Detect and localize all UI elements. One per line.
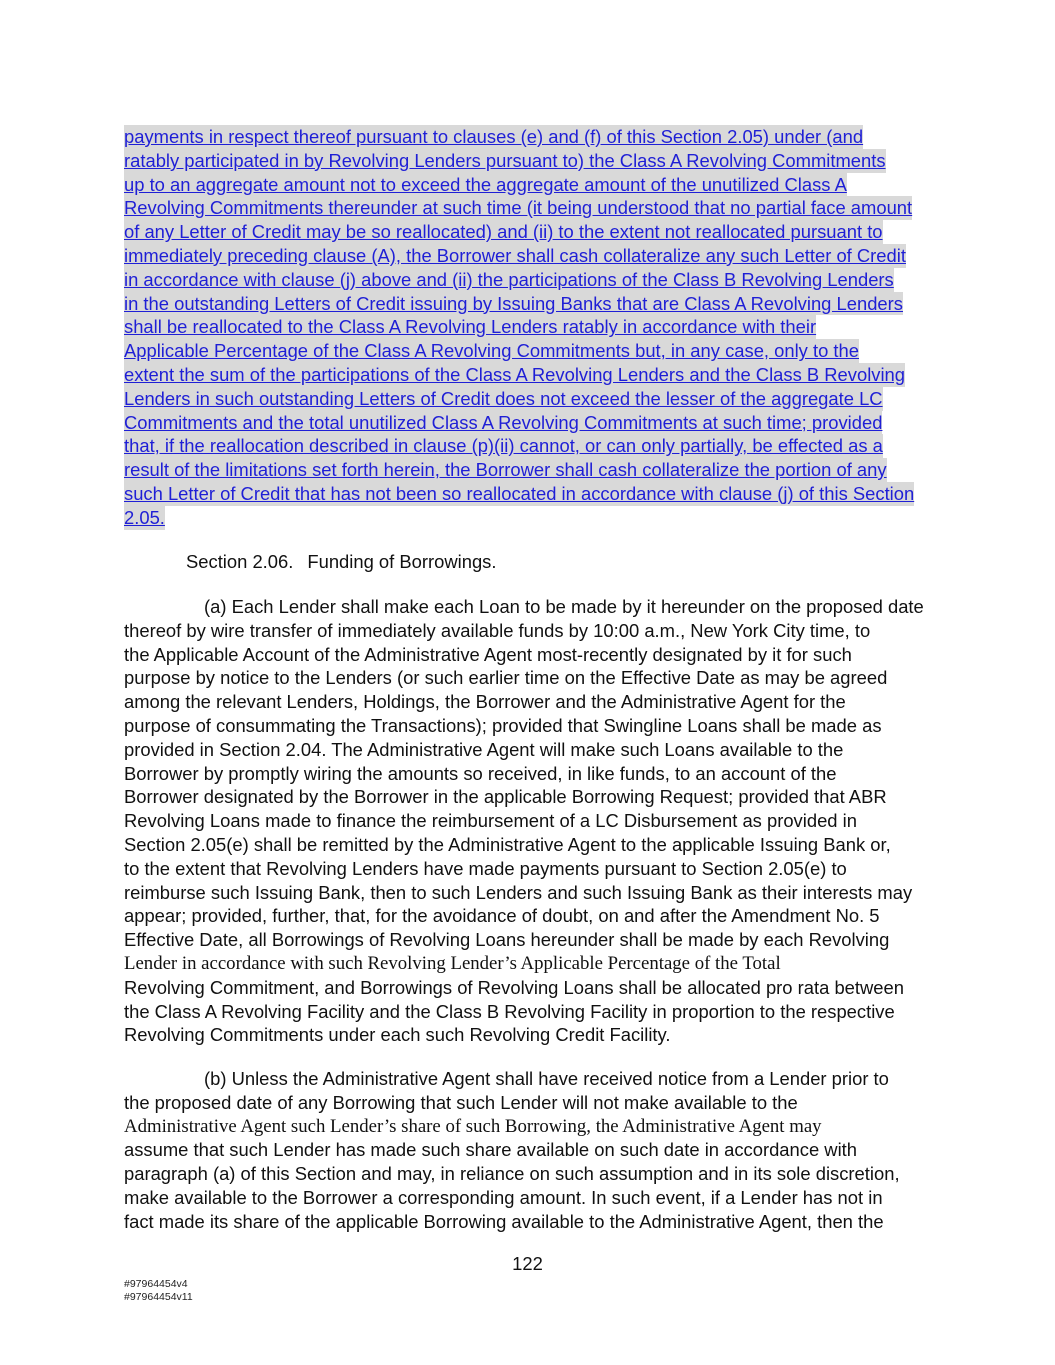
paragraph-line: purpose of consummating the Transactions); provided that Swingline Loans shall be made as [124,714,882,736]
paragraph-line: assume that such Lender has made such share available on such date in accordance with [124,1139,858,1161]
paragraph-line: paragraph (a) of this Section and may, in reliance on such assumption and in its sole discretion, [124,1163,900,1185]
inserted-text-line: Commitments and the total unutilized Class A Revolving Commitments at such time; provided [124,411,883,433]
inserted-text-line: up to an aggregate amount not to exceed the aggregate amount of the unutilized Class A [124,173,847,195]
inserted-text-line: in the outstanding Letters of Credit issuing by Issuing Banks that are Class A Revolving Lenders [124,292,903,314]
inserted-text-line: of any Letter of Credit may be so reallocated) and (ii) to the extent not reallocated pursuant to [124,221,883,243]
paragraph-line: Revolving Loans made to finance the reimbursement of a LC Disbursement as provided in [124,810,857,832]
section-heading [186,550,496,574]
paragraph-line: thereof by wire transfer of immediately available funds by 10:00 a.m., New York City time, to [124,619,871,641]
document-id-footer [124,1278,193,1303]
paragraph-line: reimburse such Issuing Bank, then to such Lenders and such Issuing Bank as their interests may [124,881,913,903]
page-number: 122 [512,1253,543,1274]
inserted-text-line: payments in respect thereof pursuant to clauses (e) and (f) of this Section 2.05) under (and [124,126,864,147]
paragraph-line: Borrower by promptly wiring the amounts so received, in like funds, to an account of the [124,762,837,784]
inserted-text-line: Applicable Percentage of the Class A Revolving Commitments but, in any case, only to the [124,340,859,362]
inserted-text-line: that, if the reallocation described in clause (p)(ii) cannot, or can only partially, be effected as a [124,435,883,457]
paragraph-line: Administrative Agent such Lender’s share of such Borrowing, the Administrative Agent may [124,1115,822,1137]
paragraph-line: the Class A Revolving Facility and the Class B Revolving Facility in proportion to the respective [124,1000,895,1022]
paragraph-b [124,1067,934,1234]
inserted-text-line: immediately preceding clause (A), the Borrower shall cash collateralize any such Letter of Credit [124,244,906,266]
inserted-text-line: in accordance with clause (j) above and (ii) the participations of the Class B Revolving Lenders [124,268,894,290]
paragraph-line: appear; provided, further, that, for the avoidance of doubt, on and after the Amendment No. 5 [124,905,880,927]
paragraph-line: Borrower designated by the Borrower in the applicable Borrowing Request; provided that ABR [124,786,887,808]
paragraph-line: the proposed date of any Borrowing that such Lender will not make available to the [124,1091,798,1113]
paragraph-a [124,595,934,1047]
inserted-text-line: such Letter of Credit that has not been so reallocated in accordance with clause (j) of this Section [124,482,915,504]
paragraph-line: to the extent that Revolving Lenders have made payments pursuant to Section 2.05(e) to [124,857,847,879]
inserted-text-line: shall be reallocated to the Class A Revolving Lenders ratably in accordance with their [124,316,817,338]
inserted-text-line: Revolving Commitments thereunder at such time (it being understood that no partial face amount [124,197,913,219]
paragraph-line: Revolving Commitments under each such Revolving Credit Facility. [124,1024,671,1046]
document-id: #97964454v11 [124,1290,193,1303]
paragraph-line: among the relevant Lenders, Holdings, the Borrower and the Administrative Agent for the [124,691,846,713]
paragraph-line: purpose by notice to the Lenders (or such earlier time on the Effective Date as may be agreed [124,667,888,689]
paragraph-line: make available to the Borrower a corresponding amount. In such event, if a Lender has not in [124,1186,883,1208]
inserted-text-line: Lenders in such outstanding Letters of Credit does not exceed the lesser of the aggregate LC [124,387,883,409]
paragraph-line: fact made its share of the applicable Borrowing available to the Administrative Agent, then the [124,1210,884,1232]
inserted-text-line: 2.05. [124,506,165,528]
inserted-text-block [124,125,932,530]
paragraph-line: Lender in accordance with such Revolving Lender’s Applicable Percentage of the Total [124,952,781,974]
document-id: #97964454v4 [124,1278,188,1290]
section-title: Funding of Borrowings. [307,551,497,572]
paragraph-line: Effective Date, all Borrowings of Revolving Loans hereunder shall be made by each Revolving [124,929,890,951]
inserted-text-line: ratably participated in by Revolving Lenders pursuant to) the Class A Revolving Commitments [124,149,886,171]
paragraph-line: (a) Each Lender shall make each Loan to be made by it hereunder on the proposed date [204,596,924,617]
inserted-text-line: extent the sum of the participations of the Class A Revolving Lenders and the Class B Revolving [124,363,906,385]
section-number: Section 2.06. [186,551,294,572]
inserted-text-line: result of the limitations set forth herein, the Borrower shall cash collateralize the portion of any [124,459,887,481]
paragraph-line: provided in Section 2.04. The Administrative Agent will make such Loans available to the [124,738,844,760]
paragraph-line: (b) Unless the Administrative Agent shall have received notice from a Lender prior to [204,1068,889,1089]
paragraph-line: Section 2.05(e) shall be remitted by the Administrative Agent to the applicable Issuing Bank or, [124,833,891,855]
paragraph-line: the Applicable Account of the Administrative Agent most-recently designated by it for such [124,643,852,665]
paragraph-line: Revolving Commitment, and Borrowings of Revolving Loans shall be allocated pro rata between [124,976,904,998]
